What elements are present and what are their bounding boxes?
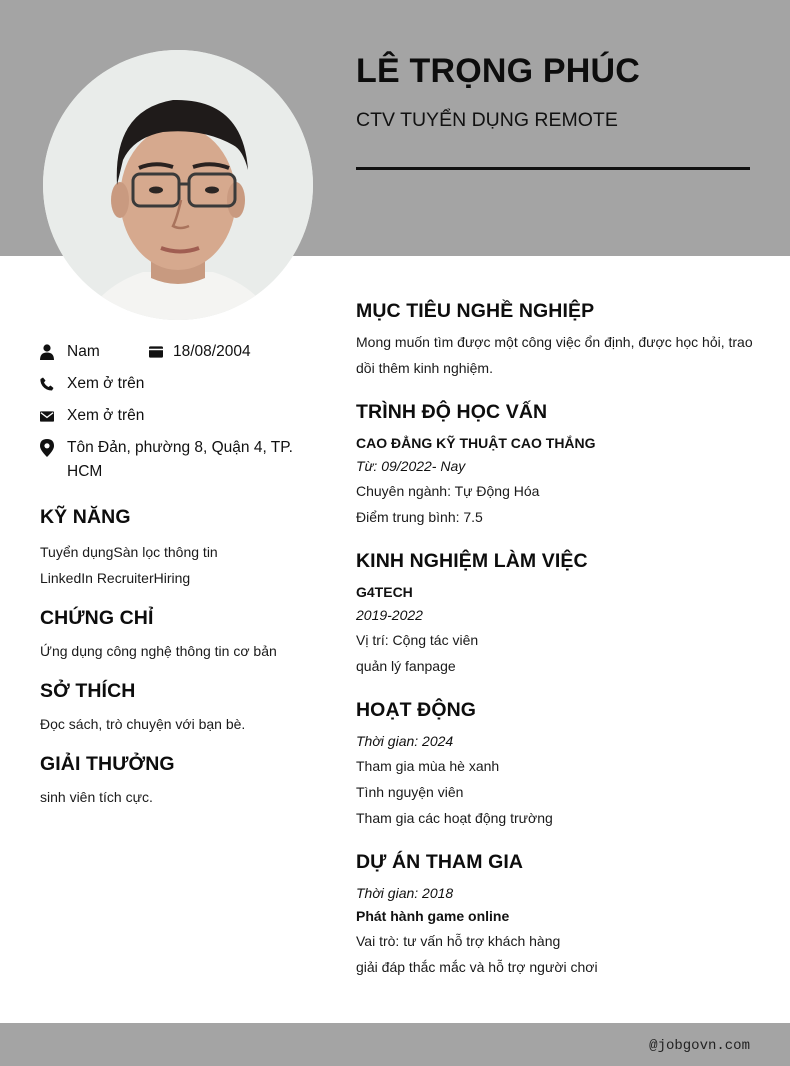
project-role: Vai trò: tư vấn hỗ trợ khách hàng xyxy=(356,933,561,949)
education-school: CAO ĐẲNG KỸ THUẬT CAO THẮNG xyxy=(356,435,596,451)
address-value: Tôn Đản, phường 8, Quận 4, TP. HCM xyxy=(67,439,293,480)
calendar-icon xyxy=(149,340,163,364)
certificates-section xyxy=(40,607,310,664)
person-icon xyxy=(40,340,54,364)
birthday-value: 18/08/2004 xyxy=(173,343,251,360)
skills-line: LinkedIn RecruiterHiring xyxy=(40,570,191,586)
education-period: Từ: 09/2022- Nay xyxy=(356,458,466,474)
certificates-text: Ứng dụng công nghệ thông tin cơ bản xyxy=(40,643,277,659)
experience-company: G4TECH xyxy=(356,584,413,600)
contact-phone xyxy=(40,372,310,396)
hobbies-section xyxy=(40,680,310,737)
experience-title: KINH NGHIỆM LÀM VIỆC xyxy=(356,550,588,572)
awards-section xyxy=(40,753,310,810)
gender-value: Nam xyxy=(67,343,100,360)
education-title: TRÌNH ĐỘ HỌC VẤN xyxy=(356,401,548,423)
right-column xyxy=(356,300,756,980)
skills-line: Tuyển dụngSàn lọc thông tin xyxy=(40,544,218,560)
projects-title: DỰ ÁN THAM GIA xyxy=(356,851,524,873)
activities-period: Thời gian: 2024 xyxy=(356,733,454,749)
objective-title: MỤC TIÊU NGHỀ NGHIỆP xyxy=(356,300,595,322)
contact-email xyxy=(40,404,310,428)
project-detail: giải đáp thắc mắc và hỗ trợ người chơi xyxy=(356,959,598,975)
avatar xyxy=(43,50,313,320)
education-section xyxy=(356,401,756,530)
projects-section xyxy=(356,851,756,980)
activities-section xyxy=(356,699,756,831)
experience-section xyxy=(356,550,756,679)
title-divider xyxy=(356,167,750,170)
contact-address xyxy=(40,436,310,484)
skills-title: KỸ NĂNG xyxy=(40,506,131,528)
certificates-title: CHỨNG CHỈ xyxy=(40,607,154,629)
phone-value: Xem ở trên xyxy=(67,375,145,392)
candidate-name: LÊ TRỌNG PHÚC xyxy=(356,52,641,90)
hobbies-title: SỞ THÍCH xyxy=(40,680,136,702)
activity-item: Tình nguyện viên xyxy=(356,784,464,800)
job-title: CTV TUYỂN DỤNG REMOTE xyxy=(356,109,618,131)
awards-title: GIẢI THƯỞNG xyxy=(40,753,175,775)
skills-section xyxy=(40,506,310,591)
hobbies-text: Đọc sách, trò chuyện với bạn bè. xyxy=(40,716,246,732)
contact-gender-birthday xyxy=(40,340,310,364)
experience-position: Vị trí: Cộng tác viên xyxy=(356,632,479,648)
experience-detail: quản lý fanpage xyxy=(356,658,456,674)
avatar-photo-icon xyxy=(43,50,313,320)
projects-period: Thời gian: 2018 xyxy=(356,885,454,901)
footer-watermark: @jobgovn.com xyxy=(649,1038,750,1054)
awards-text: sinh viên tích cực. xyxy=(40,789,153,805)
experience-period: 2019-2022 xyxy=(356,607,423,623)
left-column xyxy=(40,340,310,810)
activity-item: Tham gia mùa hè xanh xyxy=(356,758,500,774)
objective-text: Mong muốn tìm được một công việc ổn định, được học hỏi, trao dồi thêm kinh nghiệm. xyxy=(356,334,753,376)
map-pin-icon xyxy=(40,436,54,460)
envelope-icon xyxy=(40,404,54,428)
objective-section xyxy=(356,300,756,381)
education-major: Chuyên ngành: Tự Động Hóa xyxy=(356,483,540,499)
project-name: Phát hành game online xyxy=(356,908,510,924)
activities-title: HOẠT ĐỘNG xyxy=(356,699,477,721)
phone-icon xyxy=(40,372,54,396)
activity-item: Tham gia các hoạt động trường xyxy=(356,810,553,826)
education-gpa: Điểm trung bình: 7.5 xyxy=(356,509,483,525)
email-value: Xem ở trên xyxy=(67,407,145,424)
